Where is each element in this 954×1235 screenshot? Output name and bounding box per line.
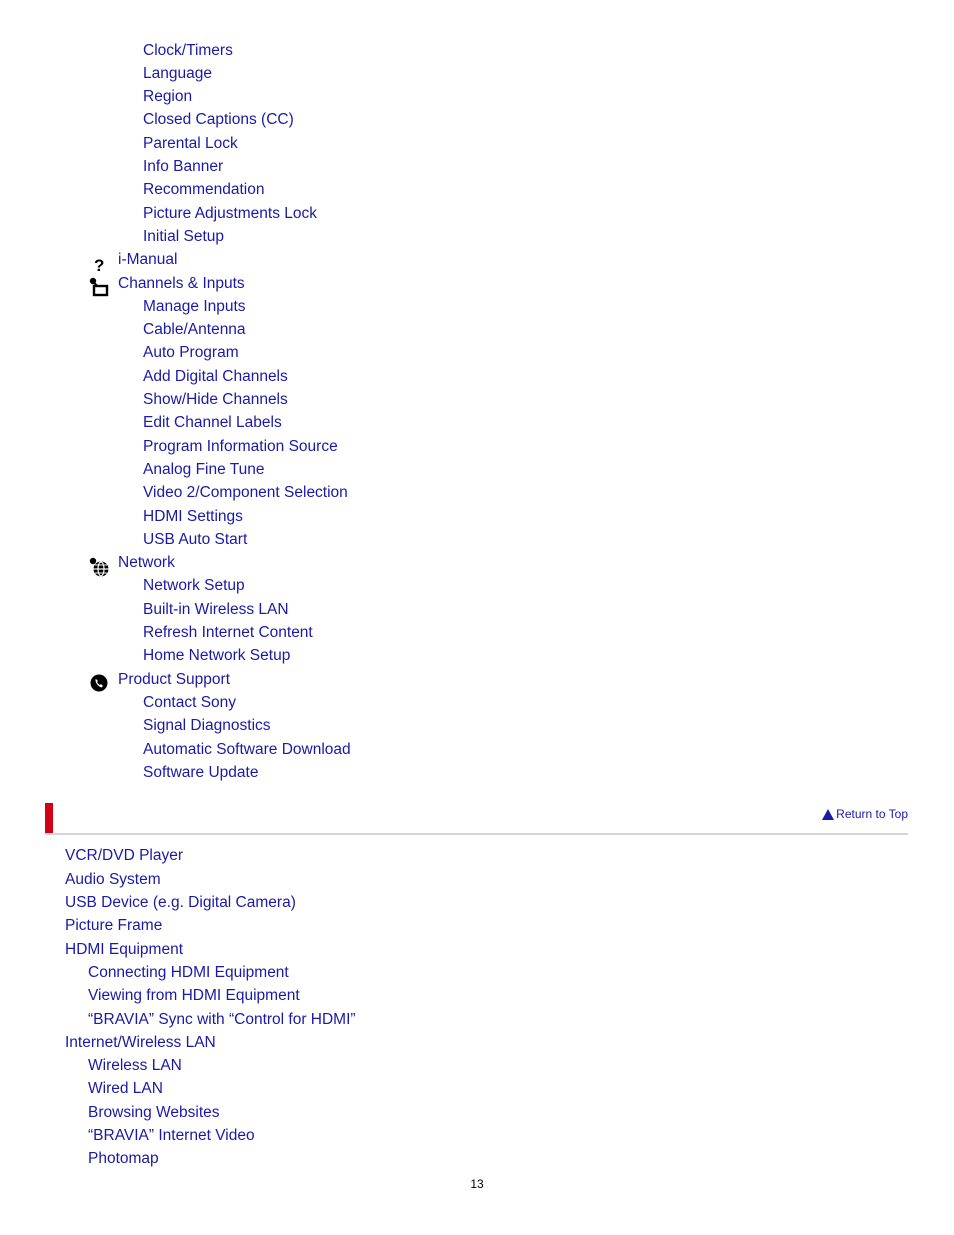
- page-number: 13: [470, 1177, 484, 1191]
- link-connecting-hdmi-equipment[interactable]: Connecting HDMI Equipment: [88, 964, 289, 981]
- menu-link-signal-diagnostics[interactable]: Signal Diagnostics: [143, 717, 271, 734]
- menu-link-video2-component[interactable]: Video 2/Component Selection: [143, 484, 348, 501]
- link-picture-frame[interactable]: Picture Frame: [65, 917, 163, 934]
- menu-link-edit-channel-labels[interactable]: Edit Channel Labels: [143, 414, 282, 431]
- menu-link-cable-antenna[interactable]: Cable/Antenna: [143, 321, 246, 338]
- menu-link-manage-inputs[interactable]: Manage Inputs: [143, 298, 246, 315]
- question-icon: [89, 253, 111, 275]
- link-wireless-lan[interactable]: Wireless LAN: [88, 1057, 182, 1074]
- section-divider: [45, 833, 908, 835]
- link-bravia-sync[interactable]: “BRAVIA” Sync with “Control for HDMI”: [88, 1011, 356, 1028]
- menu-link-show-hide-channels[interactable]: Show/Hide Channels: [143, 391, 288, 408]
- svg-text:?: ?: [94, 256, 105, 275]
- menu-link-region[interactable]: Region: [143, 88, 193, 105]
- menu-link-contact-sony[interactable]: Contact Sony: [143, 694, 237, 711]
- link-wired-lan[interactable]: Wired LAN: [88, 1080, 163, 1097]
- menu-link-hdmi-settings[interactable]: HDMI Settings: [143, 508, 243, 525]
- menu-link-add-digital-channels[interactable]: Add Digital Channels: [143, 368, 288, 385]
- menu-link-parental-lock[interactable]: Parental Lock: [143, 135, 238, 152]
- link-vcr-dvd-player[interactable]: VCR/DVD Player: [65, 847, 183, 864]
- link-internet-wireless-lan[interactable]: Internet/Wireless LAN: [65, 1034, 216, 1051]
- phone-icon: [89, 673, 111, 695]
- menu-link-info-banner[interactable]: Info Banner: [143, 158, 224, 175]
- menu-link-recommendation[interactable]: Recommendation: [143, 181, 265, 198]
- menu-link-software-update[interactable]: Software Update: [143, 764, 259, 781]
- menu-link-built-in-wireless-lan[interactable]: Built-in Wireless LAN: [143, 601, 289, 618]
- channels-inputs-icon: [88, 276, 110, 298]
- return-to-top-link[interactable]: [822, 806, 908, 822]
- menu-link-closed-captions[interactable]: Closed Captions (CC): [143, 111, 294, 128]
- link-bravia-internet-video[interactable]: “BRAVIA” Internet Video: [88, 1127, 255, 1144]
- menu-link-language[interactable]: Language: [143, 65, 212, 82]
- menu-link-clock-timers[interactable]: Clock/Timers: [143, 42, 233, 59]
- menu-link-automatic-software-download[interactable]: Automatic Software Download: [143, 741, 351, 758]
- menu-link-network[interactable]: Network: [118, 554, 175, 571]
- link-audio-system[interactable]: Audio System: [65, 871, 161, 888]
- network-globe-icon: [88, 556, 110, 578]
- link-usb-device[interactable]: USB Device (e.g. Digital Camera): [65, 894, 296, 911]
- link-hdmi-equipment[interactable]: HDMI Equipment: [65, 941, 184, 958]
- menu-link-product-support[interactable]: Product Support: [118, 671, 231, 688]
- link-browsing-websites[interactable]: Browsing Websites: [88, 1104, 220, 1121]
- menu-link-refresh-internet-content[interactable]: Refresh Internet Content: [143, 624, 313, 641]
- menu-link-program-information-source[interactable]: Program Information Source: [143, 438, 338, 455]
- menu-link-home-network-setup[interactable]: Home Network Setup: [143, 647, 291, 664]
- menu-link-picture-adjustments-lock[interactable]: Picture Adjustments Lock: [143, 205, 318, 222]
- menu-link-auto-program[interactable]: Auto Program: [143, 344, 239, 361]
- menu-link-i-manual[interactable]: i-Manual: [118, 251, 178, 268]
- menu-link-network-setup[interactable]: Network Setup: [143, 577, 245, 594]
- link-viewing-from-hdmi-equipment[interactable]: Viewing from HDMI Equipment: [88, 987, 300, 1004]
- section-accent-bar: [45, 803, 53, 834]
- return-to-top-label: Return to Top: [836, 807, 908, 821]
- menu-link-usb-auto-start[interactable]: USB Auto Start: [143, 531, 248, 548]
- menu-link-analog-fine-tune[interactable]: Analog Fine Tune: [143, 461, 265, 478]
- menu-link-initial-setup[interactable]: Initial Setup: [143, 228, 224, 245]
- link-photomap[interactable]: Photomap: [88, 1150, 159, 1167]
- up-triangle-icon: [822, 809, 834, 820]
- menu-link-channels-inputs[interactable]: Channels & Inputs: [118, 275, 245, 292]
